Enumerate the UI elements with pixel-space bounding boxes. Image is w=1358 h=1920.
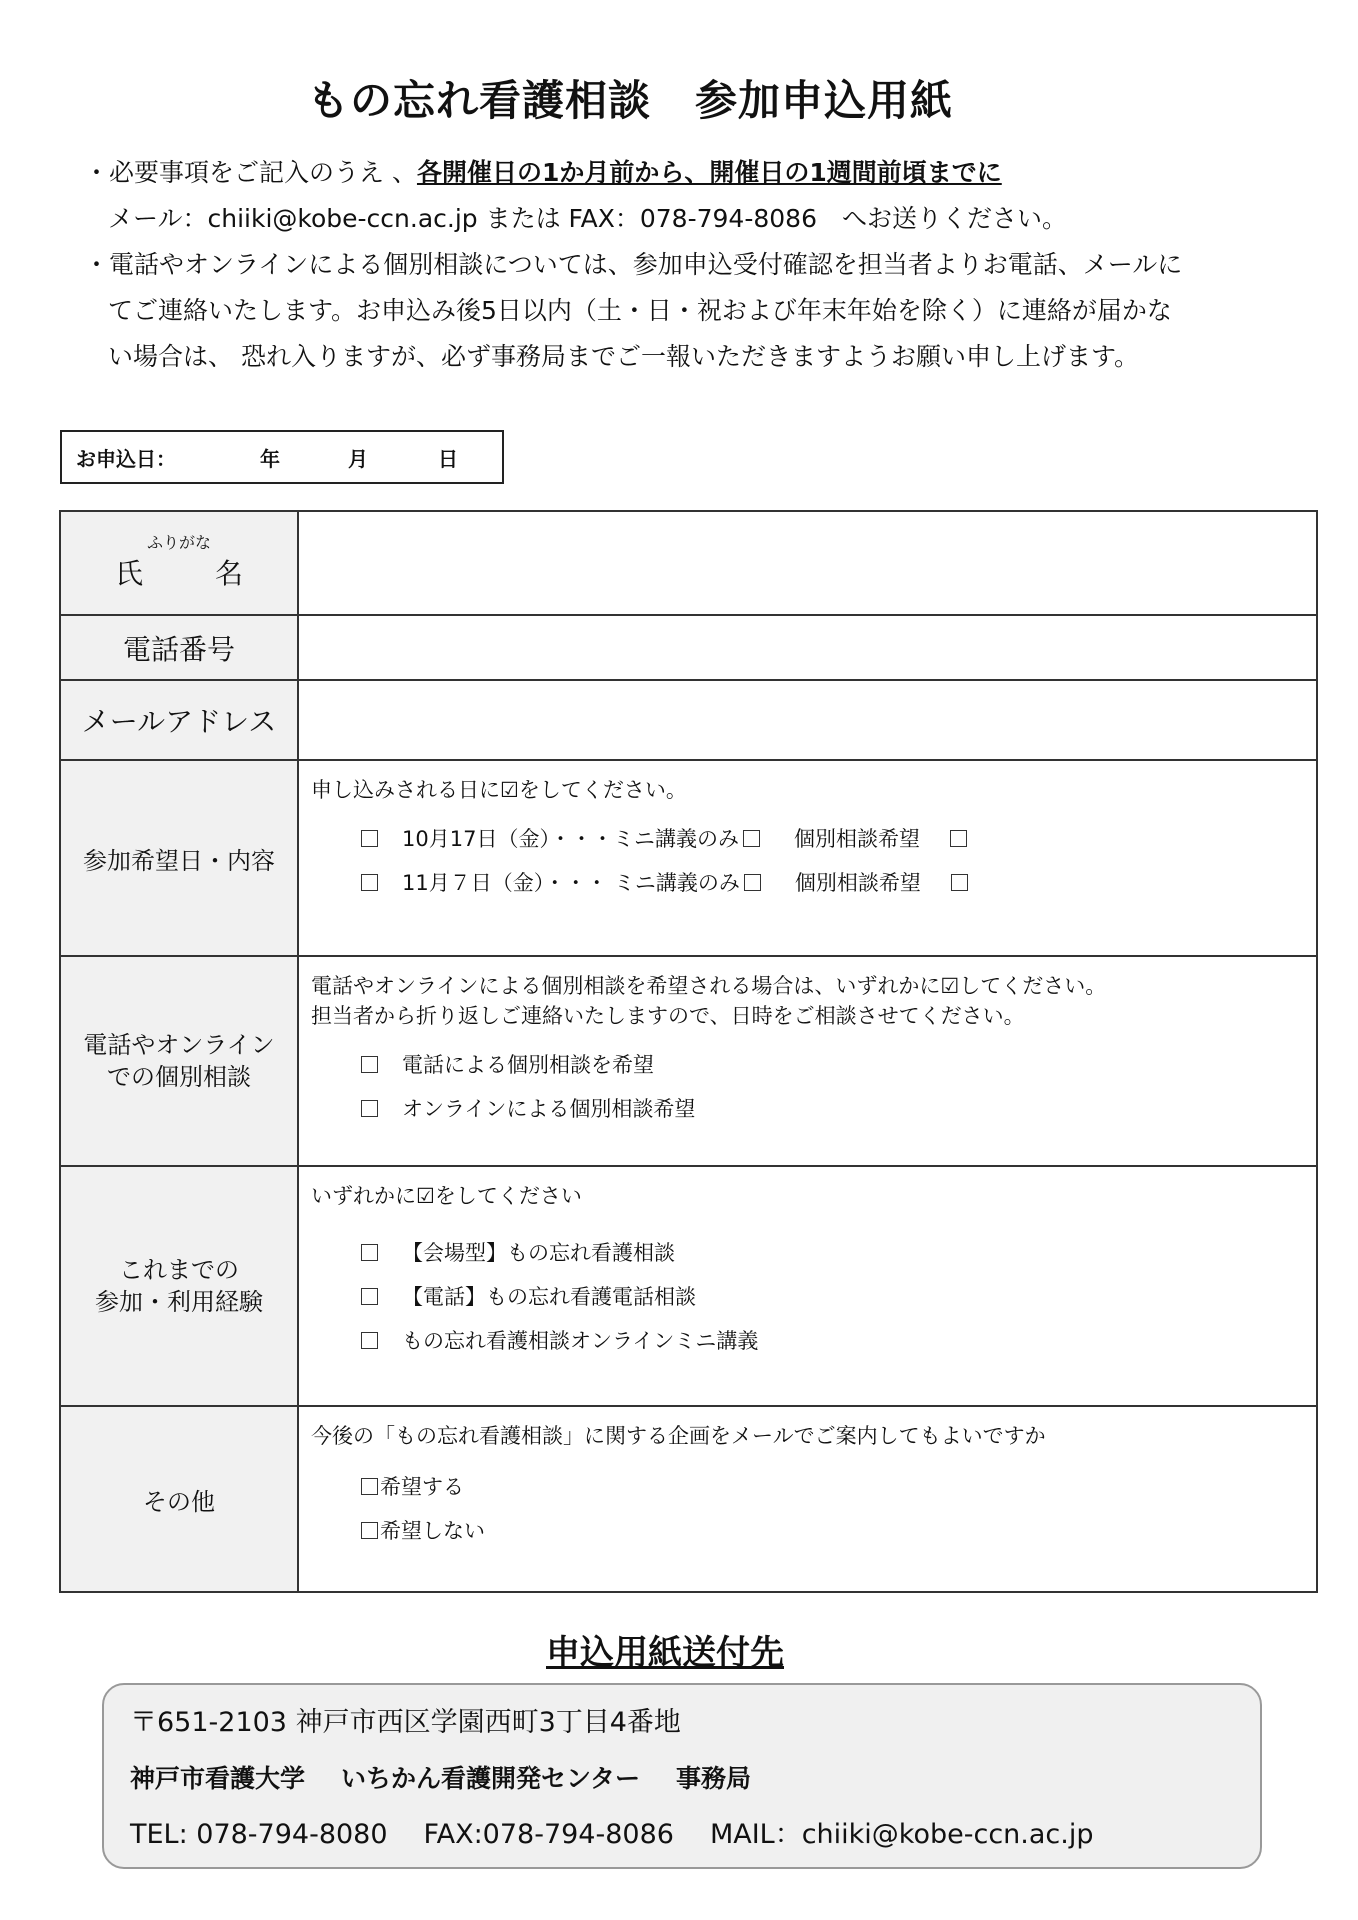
row-participation: [60, 760, 1317, 956]
nov7-lecture-label: 11月７日（金）・・・ ミニ講義のみ: [402, 871, 740, 895]
nov7-consult-label: 個別相談希望: [794, 871, 921, 895]
participation-cell: [298, 760, 1317, 956]
phone-input-cell[interactable]: [298, 615, 1317, 680]
name-input-cell[interactable]: [298, 511, 1317, 615]
nov7-consult-checkbox[interactable]: [951, 874, 968, 891]
email-input-cell[interactable]: [298, 680, 1317, 760]
intro-line3: ・電話やオンラインによる個別相談については、参加申込受付確認を担当者よりお電話、メールに: [84, 250, 1183, 279]
consult-instruction: [311, 971, 1316, 1031]
participation-label: 参加希望日・内容: [60, 760, 298, 956]
oct17-lecture-label: 10月17日（金）・・・ミニ講義のみ: [402, 827, 739, 851]
experience-venue-label: 【会場型】もの忘れ看護相談: [402, 1241, 675, 1265]
other-label: その他: [60, 1406, 298, 1592]
page-title: [0, 68, 1260, 128]
other-yes-label: 希望する: [380, 1475, 464, 1499]
org-university: 神戸市看護大学: [130, 1764, 306, 1793]
other-instruction: 今後の「もの忘れ看護相談」に関する企画をメールでご案内してもよいですか: [311, 1424, 1046, 1448]
other-no-checkbox[interactable]: [361, 1522, 378, 1539]
intro-line1-deadline: 各開催日の1か月前から、開催日の1週間前頃までに: [416, 158, 1002, 187]
experience-cell: [298, 1166, 1317, 1406]
contact-mail[interactable]: MAIL：chiiki@kobe-ccn.ac.jp: [709, 1819, 1094, 1850]
org-office: 事務局: [676, 1764, 752, 1793]
experience-phone-label: 【電話】もの忘れ看護電話相談: [402, 1285, 696, 1309]
consult-label-line2: での個別相談: [107, 1063, 251, 1091]
application-date-label: お申込日：: [76, 446, 176, 471]
consult-option-online: [311, 1087, 1316, 1131]
experience-online-checkbox[interactable]: [361, 1332, 378, 1349]
intro-line4: てご連絡いたします。お申込み後5日以内（土・日・祝および年末年始を除く）に連絡が届かな: [108, 296, 1172, 325]
oct17-consult-label: 個別相談希望: [793, 827, 920, 851]
experience-label-cell: [60, 1166, 298, 1406]
send-to-title: 申込用紙送付先: [546, 1633, 784, 1673]
email-label: メールアドレス: [60, 680, 298, 760]
name-label-cell: [60, 511, 298, 615]
phone-label: 電話番号: [60, 615, 298, 680]
application-date-box[interactable]: [60, 430, 504, 484]
experience-venue-checkbox[interactable]: [361, 1244, 378, 1261]
experience-option-online: [311, 1319, 1316, 1363]
title-part2: 参加申込用紙: [695, 76, 954, 125]
intro-text: [84, 150, 1284, 380]
send-to-address-box: [102, 1683, 1262, 1869]
intro-line1-prefix: ・必要事項をご記入のうえ 、: [84, 158, 417, 187]
consult-label-line1: 電話やオンライン: [83, 1031, 275, 1059]
consult-phone-label: 電話による個別相談を希望: [402, 1053, 654, 1077]
consult-cell: [298, 956, 1317, 1166]
send-to-address: 〒651-2103 神戸市西区学園西町3丁目4番地: [130, 1707, 681, 1738]
oct17-lecture-checkbox[interactable]: [743, 830, 760, 847]
consult-online-checkbox[interactable]: [361, 1100, 378, 1117]
row-phone: [60, 615, 1317, 680]
participation-option-oct17: [311, 817, 1316, 861]
name-label: 氏 名: [114, 557, 265, 590]
experience-phone-checkbox[interactable]: [361, 1288, 378, 1305]
other-cell: [298, 1406, 1317, 1592]
experience-label-line1: これまでの: [119, 1256, 239, 1284]
experience-online-label: もの忘れ看護相談オンラインミニ講義: [402, 1329, 759, 1353]
intro-line2: メール：chiiki@kobe-ccn.ac.jp または FAX：078-794-8086 へお送りください。: [108, 204, 1067, 233]
other-option-no: [311, 1509, 1316, 1553]
other-no-label: 希望しない: [380, 1519, 485, 1543]
nov7-lecture-checkbox[interactable]: [744, 874, 761, 891]
send-to-contact: [130, 1807, 1260, 1863]
experience-option-phone: [311, 1275, 1316, 1319]
experience-instruction: いずれかに☑をしてください: [311, 1184, 582, 1208]
row-consult: [60, 956, 1317, 1166]
other-option-yes: [311, 1465, 1316, 1509]
org-center: いちかん看護開発センター: [341, 1764, 641, 1793]
row-name: [60, 511, 1317, 615]
send-to-organization: [130, 1751, 1260, 1807]
row-experience: [60, 1166, 1317, 1406]
consult-option-phone: [311, 1043, 1316, 1087]
date-month-label: 月: [348, 446, 368, 471]
participation-instruction: 申し込みされる日に☑をしてください。: [311, 778, 687, 802]
application-form-table: [59, 510, 1318, 1593]
intro-line5: い場合は、 恐れ入りますが、必ず事務局までご一報いただきますようお願い申し上げます。: [108, 342, 1139, 371]
row-other: [60, 1406, 1317, 1592]
other-yes-checkbox[interactable]: [361, 1478, 378, 1495]
row-email: [60, 680, 1317, 760]
participation-option-nov7: [311, 861, 1316, 905]
experience-label-line2: 参加・利用経験: [95, 1288, 263, 1316]
consult-phone-checkbox[interactable]: [361, 1056, 378, 1073]
date-day-label: 日: [438, 446, 458, 471]
intro-line1: [84, 150, 1284, 196]
experience-option-venue: [311, 1231, 1316, 1275]
consult-online-label: オンラインによる個別相談希望: [402, 1097, 696, 1121]
nov7-checkbox[interactable]: [361, 874, 378, 891]
oct17-checkbox[interactable]: [361, 830, 378, 847]
consult-instruction2: 担当者から折り返しご連絡いたしますので、日時をご相談させてください。: [311, 1004, 1025, 1028]
oct17-consult-checkbox[interactable]: [950, 830, 967, 847]
consult-label-cell: [60, 956, 298, 1166]
title-part1: もの忘れ看護相談: [306, 76, 651, 125]
contact-fax: FAX:078-794-8086: [423, 1819, 674, 1850]
date-year-label: 年: [260, 446, 280, 471]
contact-tel: TEL: 078-794-8080: [130, 1819, 388, 1850]
consult-instruction1: 電話やオンラインによる個別相談を希望される場合は、いずれかに☑してください。: [311, 974, 1107, 998]
furigana-label: ふりがな: [146, 533, 211, 552]
